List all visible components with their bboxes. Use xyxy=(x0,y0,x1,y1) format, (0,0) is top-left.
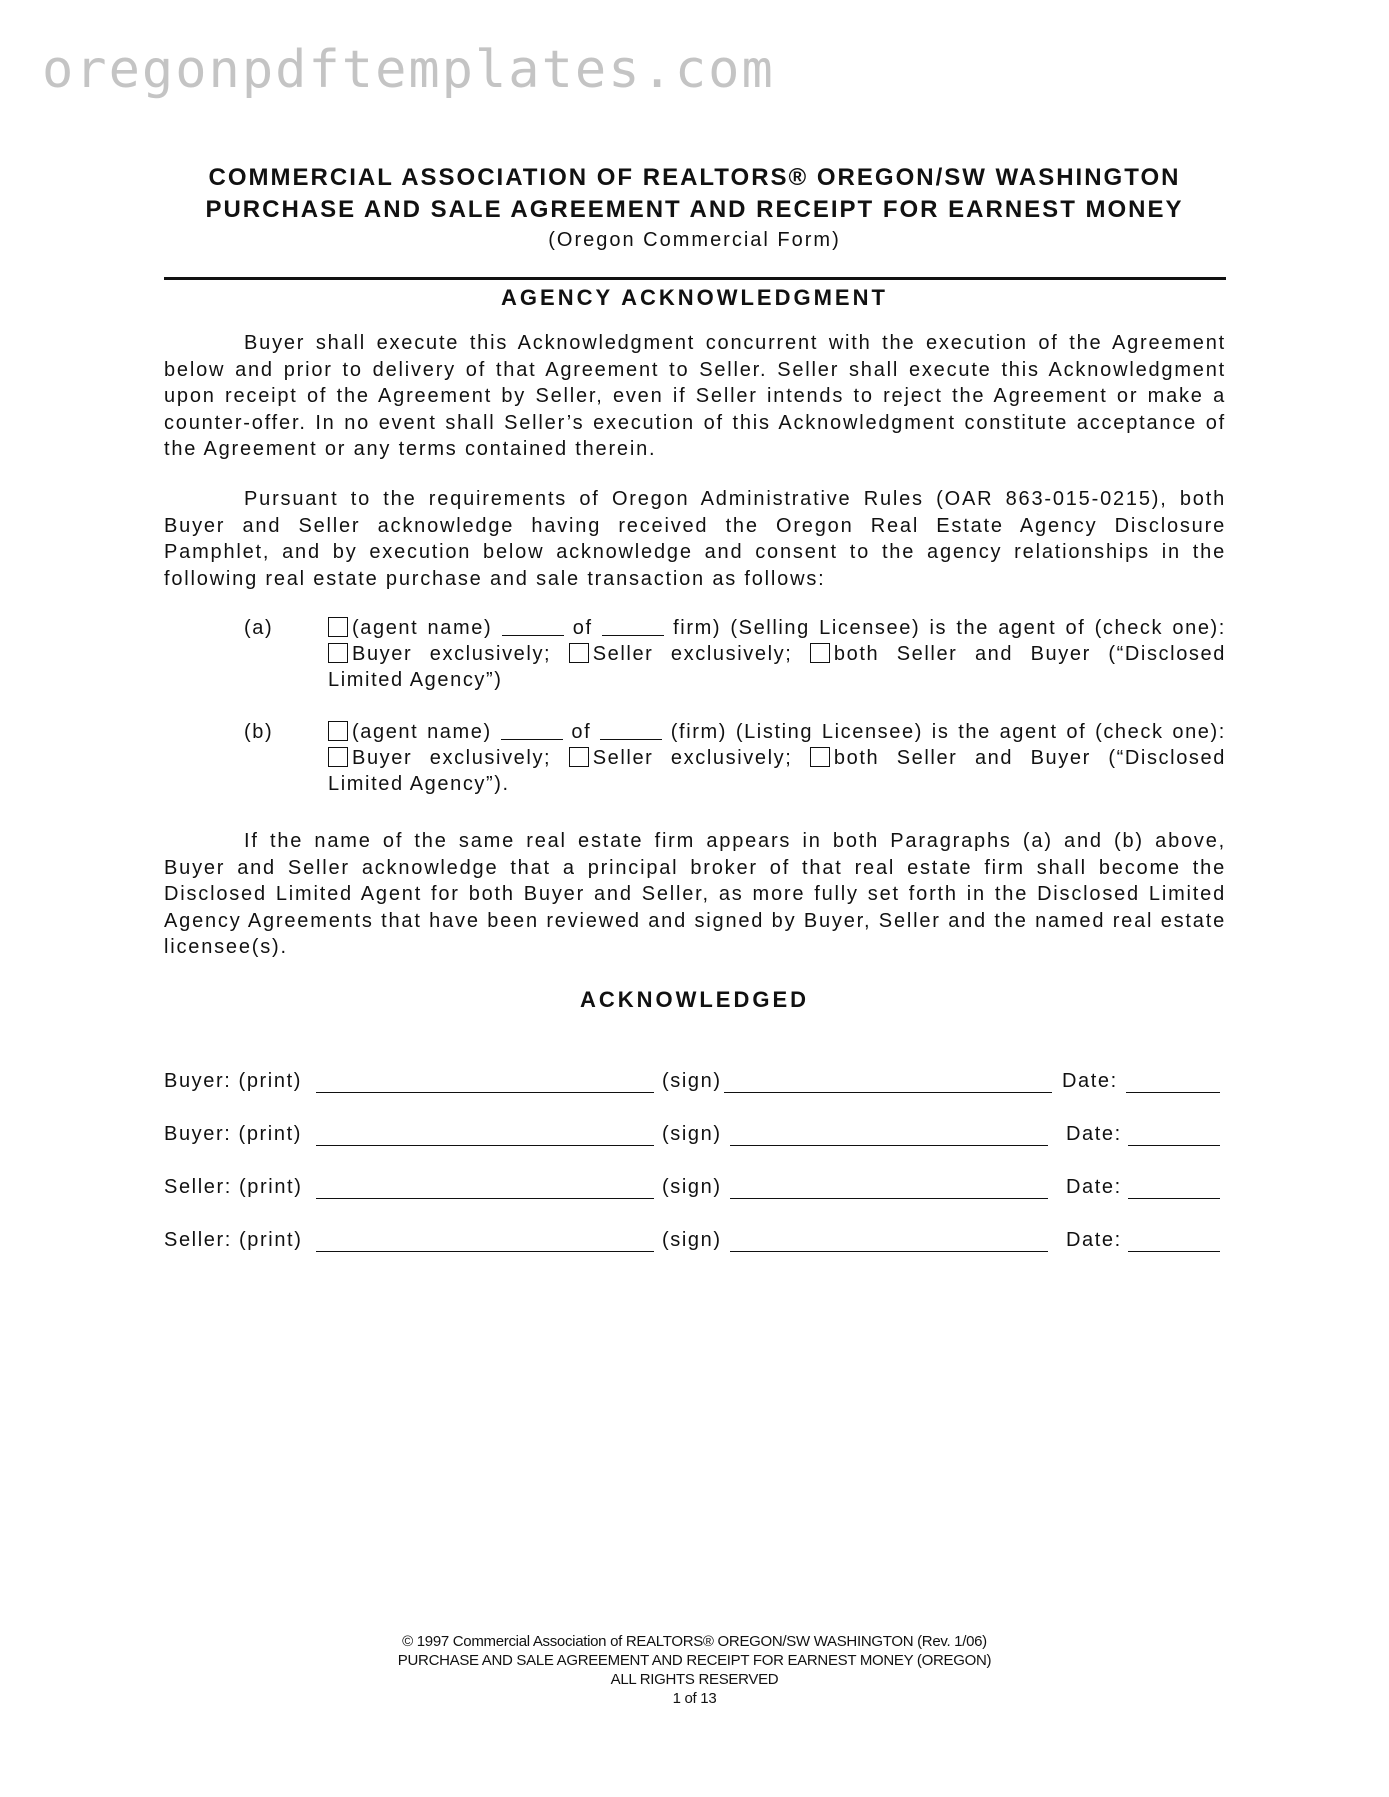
date-label: Date: xyxy=(1062,1070,1118,1092)
title-line-2: PURCHASE AND SALE AGREEMENT AND RECEIPT FOR EARNEST MONEY xyxy=(205,196,1184,223)
a-both-option: both Seller and Buyer (“Disclosed Limited Agency”) xyxy=(328,643,1226,691)
agent-a-name-blank[interactable] xyxy=(502,617,564,636)
paragraph-pursuant xyxy=(164,486,1226,592)
agent-a-firm-blank[interactable] xyxy=(602,617,664,636)
b-seller-option: Seller exclusively; xyxy=(592,747,793,769)
a-buyer-checkbox[interactable] xyxy=(328,643,348,663)
item-b-body xyxy=(328,719,1226,797)
agency-item-a xyxy=(164,615,1226,695)
signature-line[interactable] xyxy=(730,1251,1048,1252)
agent-a-name-label: (agent name) xyxy=(352,617,493,639)
print-name-line[interactable] xyxy=(316,1145,654,1146)
date-line[interactable] xyxy=(1126,1092,1220,1093)
item-a-body xyxy=(328,615,1226,693)
header-divider xyxy=(164,277,1226,280)
paragraph-pursuant-text: Pursuant to the requirements of Oregon Administrative Rules (OAR 863-015-0215), both Buyer and Seller acknowledge having received the Oregon Real Estate Agency Disclosure Pamphlet, and by execution below acknowledge and consent to the agency relationships in the following real estate purchase and sale transaction as follows: xyxy=(164,488,1226,590)
footer-rights: ALL RIGHTS RESERVED xyxy=(610,1671,779,1688)
b-seller-checkbox[interactable] xyxy=(569,747,589,767)
signature-party-label: Seller: (print) xyxy=(164,1176,303,1198)
date-label: Date: xyxy=(1066,1176,1122,1198)
date-label: Date: xyxy=(1066,1229,1122,1251)
b-both-checkbox[interactable] xyxy=(810,747,830,767)
signature-party-label: Seller: (print) xyxy=(164,1229,303,1251)
item-a-label: (a) xyxy=(244,617,274,639)
agent-a-of: of xyxy=(572,617,593,639)
footer-form-name: PURCHASE AND SALE AGREEMENT AND RECEIPT FOR EARNEST MONEY (OREGON) xyxy=(397,1652,992,1669)
signature-row xyxy=(164,1070,1226,1100)
footer-copyright: © 1997 Commercial Association of REALTORS® OREGON/SW WASHINGTON (Rev. 1/06) xyxy=(402,1633,987,1650)
print-name-line[interactable] xyxy=(316,1092,654,1093)
a-seller-checkbox[interactable] xyxy=(569,643,589,663)
paragraph-same-firm xyxy=(164,828,1226,961)
paragraph-execution-text: Buyer shall execute this Acknowledgment concurrent with the execution of the Agreement below and prior to delivery of that Agreement to Seller. Seller shall execute this Acknowledgment upon receipt of the Agreement by Seller, even if Seller intends to reject the Agreement or make a counter-offer. In no event shall Seller’s execution of this Acknowledgment constitute acceptance of the Agreement or any terms contained therein. xyxy=(164,332,1226,460)
agent-b-rest: (firm) (Listing Licensee) is the agent of (check one): xyxy=(670,721,1226,743)
section-title: AGENCY ACKNOWLEDGMENT xyxy=(501,285,888,310)
sign-label: (sign) xyxy=(662,1123,722,1145)
signature-row xyxy=(164,1176,1226,1206)
page-footer xyxy=(0,1632,1389,1708)
a-buyer-option: Buyer exclusively; xyxy=(352,643,552,665)
agent-a-checkbox[interactable] xyxy=(328,617,348,637)
acknowledged-title: ACKNOWLEDGED xyxy=(579,987,810,1012)
sign-label: (sign) xyxy=(662,1070,722,1092)
signature-party-label: Buyer: (print) xyxy=(164,1070,302,1092)
signature-line[interactable] xyxy=(730,1198,1048,1199)
title-line-1: COMMERCIAL ASSOCIATION OF REALTORS® OREGON/SW WASHINGTON xyxy=(208,164,1181,191)
agent-b-of: of xyxy=(571,721,592,743)
agent-b-checkbox[interactable] xyxy=(328,721,348,741)
watermark-text: oregonpdftemplates.com xyxy=(42,40,775,100)
sign-label: (sign) xyxy=(662,1229,722,1251)
print-name-line[interactable] xyxy=(316,1251,654,1252)
b-both-option: both Seller and Buyer (“Disclosed Limited Agency”). xyxy=(328,747,1226,795)
paragraph-same-firm-text: If the name of the same real estate firm appears in both Paragraphs (a) and (b) above, Buyer and Seller acknowledge that a principal broker of that real estate firm shall become the Disclosed Limited Agent for both Buyer and Seller, as more fully set forth in the Disclosed Limited Agency Agreements that have been reviewed and signed by Buyer, Seller and the named real estate licensee(s). xyxy=(164,830,1226,958)
date-line[interactable] xyxy=(1128,1251,1220,1252)
b-buyer-option: Buyer exclusively; xyxy=(352,747,552,769)
agent-b-name-label: (agent name) xyxy=(352,721,492,743)
agent-b-name-blank[interactable] xyxy=(501,721,563,740)
agent-b-firm-blank[interactable] xyxy=(600,721,662,740)
agent-a-rest: firm) (Selling Licensee) is the agent of (check one): xyxy=(673,617,1226,639)
date-line[interactable] xyxy=(1128,1145,1220,1146)
a-seller-option: Seller exclusively; xyxy=(592,643,793,665)
item-b-label: (b) xyxy=(244,721,274,743)
b-buyer-checkbox[interactable] xyxy=(328,747,348,767)
page-number: 1 of 13 xyxy=(672,1690,717,1707)
document-header xyxy=(0,162,1389,254)
signature-line[interactable] xyxy=(730,1145,1048,1146)
signature-party-label: Buyer: (print) xyxy=(164,1123,302,1145)
signature-line[interactable] xyxy=(724,1092,1052,1093)
date-label: Date: xyxy=(1066,1123,1122,1145)
agency-item-b xyxy=(164,719,1226,799)
sign-label: (sign) xyxy=(662,1176,722,1198)
print-name-line[interactable] xyxy=(316,1198,654,1199)
date-line[interactable] xyxy=(1128,1198,1220,1199)
signature-row xyxy=(164,1123,1226,1153)
a-both-checkbox[interactable] xyxy=(810,643,830,663)
form-subtitle: (Oregon Commercial Form) xyxy=(548,229,841,251)
signature-row xyxy=(164,1229,1226,1259)
paragraph-execution xyxy=(164,330,1226,463)
